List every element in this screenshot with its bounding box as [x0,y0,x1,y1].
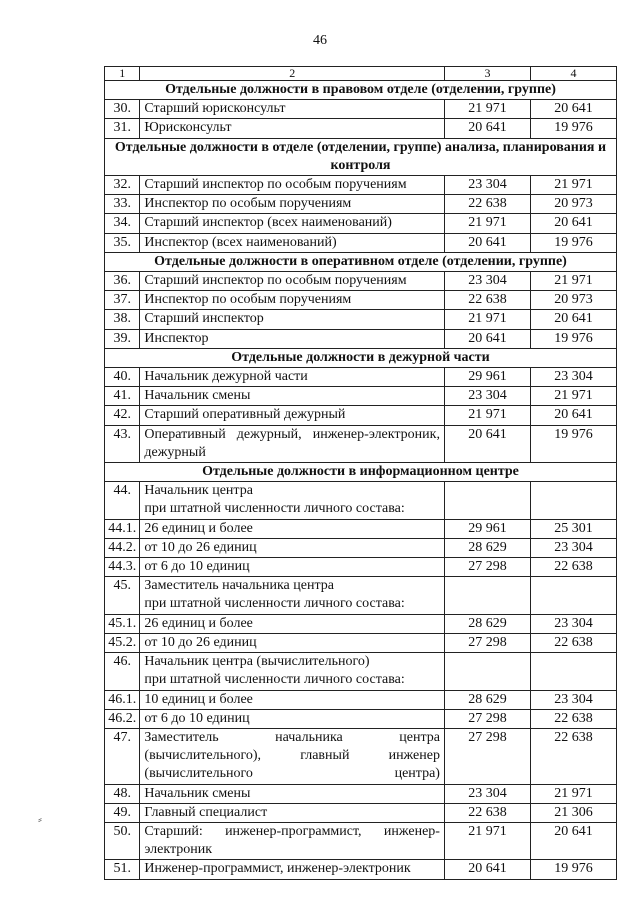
salary-column-4 [530,482,616,519]
salary-column-3: 22 638 [444,803,530,822]
salary-column-4: 19 976 [530,119,616,138]
section-heading-row [105,138,617,175]
salary-column-4: 22 638 [530,633,616,652]
salary-column-4: 21 971 [530,272,616,291]
position-title: Инспектор (всех наименований) [140,233,445,252]
salary-column-3: 27 298 [444,728,530,784]
table-row [105,482,617,519]
position-title: Оперативный дежурный, инженер-электроник, дежурный [140,425,445,462]
table-row [105,310,617,329]
salary-column-3: 20 641 [444,233,530,252]
row-number: 39. [105,329,140,348]
column-header: 3 [444,67,530,81]
position-title: Старший инспектор по особым поручениям [140,176,445,195]
table-row [105,100,617,119]
table-row [105,176,617,195]
position-title: Начальник смены [140,784,445,803]
position-title: Старший инспектор по особым поручениям [140,272,445,291]
salary-column-4: 25 301 [530,519,616,538]
salary-column-4: 19 976 [530,329,616,348]
salary-column-4: 23 304 [530,538,616,557]
position-title: Старший инспектор [140,310,445,329]
salary-column-3 [444,482,530,519]
salary-column-3 [444,653,530,690]
table-row [105,119,617,138]
salary-column-4: 23 304 [530,368,616,387]
salary-column-3: 21 971 [444,406,530,425]
row-number: 32. [105,176,140,195]
table-row [105,538,617,557]
salary-column-4: 20 641 [530,214,616,233]
row-number: 45. [105,577,140,614]
row-number: 44.3. [105,558,140,577]
row-number: 46.1. [105,690,140,709]
salary-column-3: 21 971 [444,100,530,119]
table-row [105,860,617,879]
column-header: 2 [140,67,445,81]
salary-column-4: 23 304 [530,690,616,709]
table-row [105,709,617,728]
row-number: 35. [105,233,140,252]
row-number: 36. [105,272,140,291]
salary-column-3: 21 971 [444,310,530,329]
salary-column-3: 22 638 [444,291,530,310]
salary-column-3: 20 641 [444,119,530,138]
row-number: 40. [105,368,140,387]
table-row [105,728,617,784]
position-title: 26 единиц и более [140,614,445,633]
salary-column-3: 21 971 [444,214,530,233]
column-header-row [105,67,617,81]
salary-column-4 [530,653,616,690]
salary-column-4: 23 304 [530,614,616,633]
table-row [105,329,617,348]
salary-column-3: 23 304 [444,387,530,406]
table-row [105,406,617,425]
salary-column-3: 23 304 [444,272,530,291]
row-number: 30. [105,100,140,119]
salary-column-3: 28 629 [444,614,530,633]
salary-column-3: 29 961 [444,368,530,387]
row-number: 31. [105,119,140,138]
table-row [105,822,617,859]
salary-column-4: 20 641 [530,822,616,859]
salary-column-4: 22 638 [530,728,616,784]
position-title: от 6 до 10 единиц [140,558,445,577]
position-title: Старший: инженер-программист, инженер-электроник [140,822,445,859]
salary-column-4: 19 976 [530,233,616,252]
position-title: Главный специалист [140,803,445,822]
row-number: 46.2. [105,709,140,728]
table-row [105,214,617,233]
row-number: 45.1. [105,614,140,633]
row-number: 43. [105,425,140,462]
section-heading: Отдельные должности в оперативном отделе (отделении, группе) [105,252,617,271]
column-header: 1 [105,67,140,81]
salary-column-4: 19 976 [530,425,616,462]
salary-column-4: 22 638 [530,558,616,577]
section-heading: Отдельные должности в информационном центре [105,463,617,482]
position-title: от 10 до 26 единиц [140,538,445,557]
table-row [105,784,617,803]
salary-column-4: 21 971 [530,176,616,195]
section-heading: Отдельные должности в правовом отделе (отделении, группе) [105,81,617,100]
table-row [105,803,617,822]
salary-column-3: 21 971 [444,822,530,859]
row-number: 47. [105,728,140,784]
table-row [105,558,617,577]
position-title: от 10 до 26 единиц [140,633,445,652]
salary-column-3: 28 629 [444,690,530,709]
table-row [105,272,617,291]
row-number: 34. [105,214,140,233]
salary-column-4: 19 976 [530,860,616,879]
salary-column-3: 20 641 [444,329,530,348]
row-number: 45.2. [105,633,140,652]
row-number: 33. [105,195,140,214]
position-title: Начальник центра (вычислительного) при штатной численности личного состава: [140,653,445,690]
table-row [105,195,617,214]
salary-column-4: 20 641 [530,100,616,119]
table-row [105,614,617,633]
salary-column-4: 20 973 [530,291,616,310]
scan-artifact: ⸗ [38,812,42,826]
salary-column-3: 23 304 [444,176,530,195]
salary-column-3: 28 629 [444,538,530,557]
row-number: 38. [105,310,140,329]
table-row [105,519,617,538]
salary-column-3: 20 641 [444,425,530,462]
table-row [105,425,617,462]
position-title: Старший инспектор (всех наименований) [140,214,445,233]
table-row [105,577,617,614]
salary-column-4: 21 306 [530,803,616,822]
salary-column-3: 27 298 [444,709,530,728]
position-title: 10 единиц и более [140,690,445,709]
salary-column-3: 27 298 [444,633,530,652]
salary-column-3 [444,577,530,614]
row-number: 41. [105,387,140,406]
section-heading-row [105,81,617,100]
table-row [105,291,617,310]
row-number: 44. [105,482,140,519]
row-number: 44.2. [105,538,140,557]
section-heading-row [105,348,617,367]
row-number: 51. [105,860,140,879]
section-heading-row [105,252,617,271]
column-header: 4 [530,67,616,81]
salary-column-4: 21 971 [530,387,616,406]
salary-column-4: 20 973 [530,195,616,214]
table-row [105,368,617,387]
position-title: Инспектор по особым поручениям [140,195,445,214]
row-number: 44.1. [105,519,140,538]
row-number: 37. [105,291,140,310]
position-title: Инспектор [140,329,445,348]
salary-column-3: 23 304 [444,784,530,803]
table-row [105,633,617,652]
position-title: Инспектор по особым поручениям [140,291,445,310]
position-title: Инженер-программист, инженер-электроник [140,860,445,879]
salary-column-4: 21 971 [530,784,616,803]
position-title: Заместитель начальника центра при штатной численности личного состава: [140,577,445,614]
salary-column-4 [530,577,616,614]
salary-column-4: 20 641 [530,406,616,425]
position-title: Юрисконсульт [140,119,445,138]
position-title: Начальник центра при штатной численности личного состава: [140,482,445,519]
page-number: 46 [313,33,327,48]
row-number: 50. [105,822,140,859]
table-row [105,690,617,709]
table-row [105,233,617,252]
salary-column-3: 27 298 [444,558,530,577]
salary-column-3: 29 961 [444,519,530,538]
position-title: Старший оперативный дежурный [140,406,445,425]
section-heading: Отдельные должности в отделе (отделении, группе) анализа, планирования и контроля [105,138,617,175]
position-title: Начальник дежурной части [140,368,445,387]
salary-column-4: 22 638 [530,709,616,728]
salary-column-3: 20 641 [444,860,530,879]
position-title: Заместитель начальника центра (вычислительного), главный инженер (вычислительного центра) [140,728,445,784]
row-number: 48. [105,784,140,803]
row-number: 42. [105,406,140,425]
salary-table [104,66,617,880]
table-row [105,387,617,406]
section-heading: Отдельные должности в дежурной части [105,348,617,367]
salary-column-3: 22 638 [444,195,530,214]
position-title: Начальник смены [140,387,445,406]
row-number: 46. [105,653,140,690]
position-title: Старший юрисконсульт [140,100,445,119]
row-number: 49. [105,803,140,822]
section-heading-row [105,463,617,482]
position-title: от 6 до 10 единиц [140,709,445,728]
table-row [105,653,617,690]
salary-column-4: 20 641 [530,310,616,329]
position-title: 26 единиц и более [140,519,445,538]
